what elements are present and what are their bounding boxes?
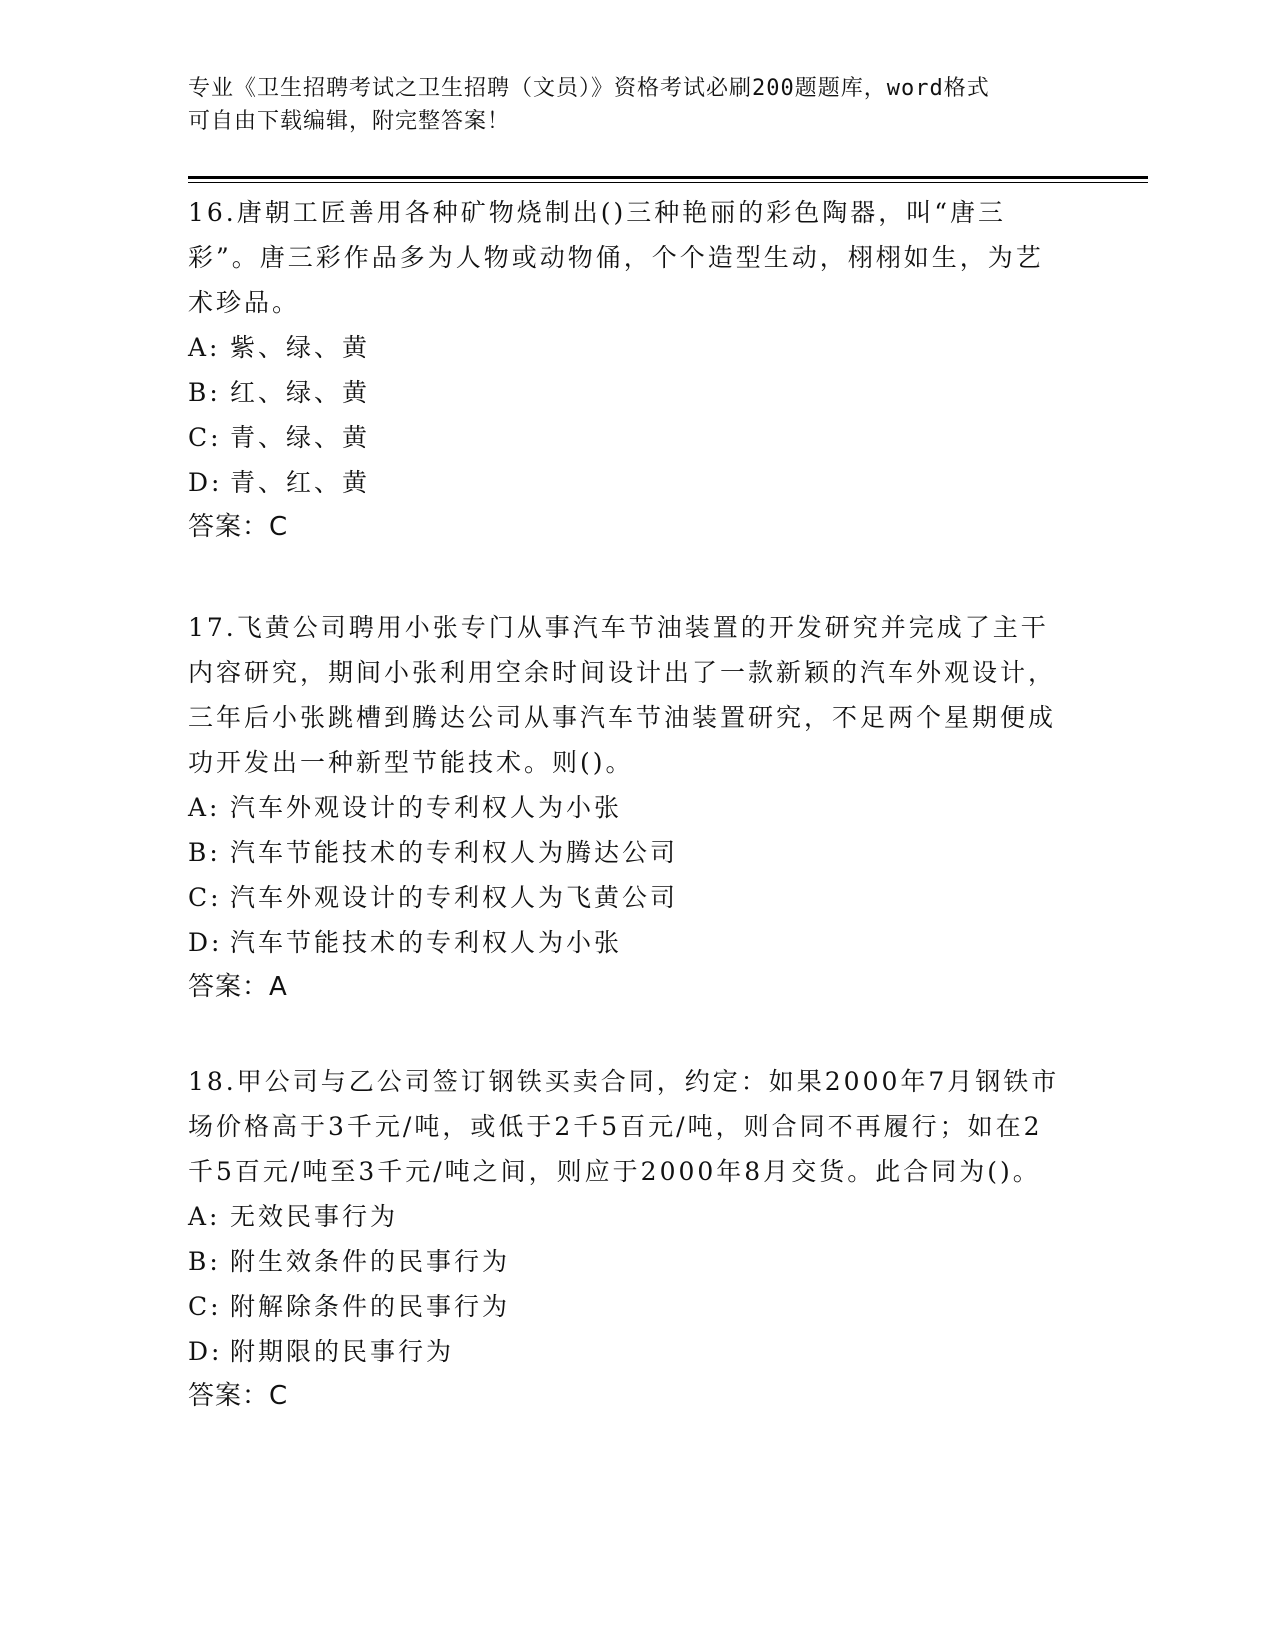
option-text: 青、红、黄 [230,468,371,497]
option-a [188,785,1068,830]
option-text: 汽车外观设计的专利权人为飞黄公司 [230,883,679,912]
option-b [188,370,1068,415]
question-text: 16.唐朝工匠善用各种矿物烧制出()三种艳丽的彩色陶器，叫“唐三彩”。唐三彩作品多为人物或动物俑，个个造型生动，栩栩如生，为艺术珍品。 [188,198,1044,317]
question-text: 18.甲公司与乙公司签订钢铁买卖合同，约定：如果2000年7月钢铁市场价格高于3千元/吨，或低于2千5百元/吨，则合同不再履行；如在2千5百元/吨至3千元/吨之间，则应于2000年8月交货。此合同为()。 [188,1067,1060,1186]
option-text: 无效民事行为 [230,1202,399,1231]
question-16 [188,190,1068,550]
header-divider-thin [188,182,1148,183]
option-key: C: [188,1292,222,1321]
option-text: 汽车节能技术的专利权人为小张 [230,928,623,957]
option-key: B: [188,378,221,407]
answer-line: 答案：C [188,1381,289,1411]
option-key: D: [188,928,223,957]
option-text: 汽车节能技术的专利权人为腾达公司 [230,838,679,867]
header-line-1: 专业《卫生招聘考试之卫生招聘（文员）》资格考试必刷200题题库，word格式 [188,76,990,101]
option-text: 附生效条件的民事行为 [230,1247,511,1276]
option-text: 青、绿、黄 [230,423,371,452]
header-line-2: 可自由下载编辑，附完整答案！ [188,109,511,134]
option-d [188,460,1068,505]
option-key: A: [188,793,221,822]
option-text: 附解除条件的民事行为 [230,1292,511,1321]
document-header [188,72,1088,138]
option-key: B: [188,1247,221,1276]
option-a [188,1194,1068,1239]
option-c [188,875,1068,920]
option-key: D: [188,1337,223,1366]
option-key: C: [188,883,222,912]
question-text: 17.飞黄公司聘用小张专门从事汽车节油装置的开发研究并完成了主干内容研究，期间小张利用空余时间设计出了一款新颖的汽车外观设计，三年后小张跳槽到腾达公司从事汽车节油装置研究，不足两个星期便成功开发出一种新型节能技术。则()。 [188,613,1057,777]
option-b [188,830,1068,875]
option-key: A: [188,333,221,362]
option-text: 附期限的民事行为 [230,1337,455,1366]
option-c [188,1284,1068,1329]
option-d [188,920,1068,965]
answer-line: 答案：C [188,512,289,542]
option-key: D: [188,468,223,497]
option-key: C: [188,423,222,452]
question-17 [188,605,1068,1010]
option-d [188,1329,1068,1374]
question-18 [188,1059,1068,1419]
option-c [188,415,1068,460]
option-a [188,325,1068,370]
option-b [188,1239,1068,1284]
header-divider-thick [188,176,1148,179]
option-text: 红、绿、黄 [230,378,371,407]
option-text: 汽车外观设计的专利权人为小张 [230,793,623,822]
option-key: A: [188,1202,221,1231]
option-key: B: [188,838,221,867]
answer-line: 答案：A [188,972,288,1002]
option-text: 紫、绿、黄 [230,333,371,362]
